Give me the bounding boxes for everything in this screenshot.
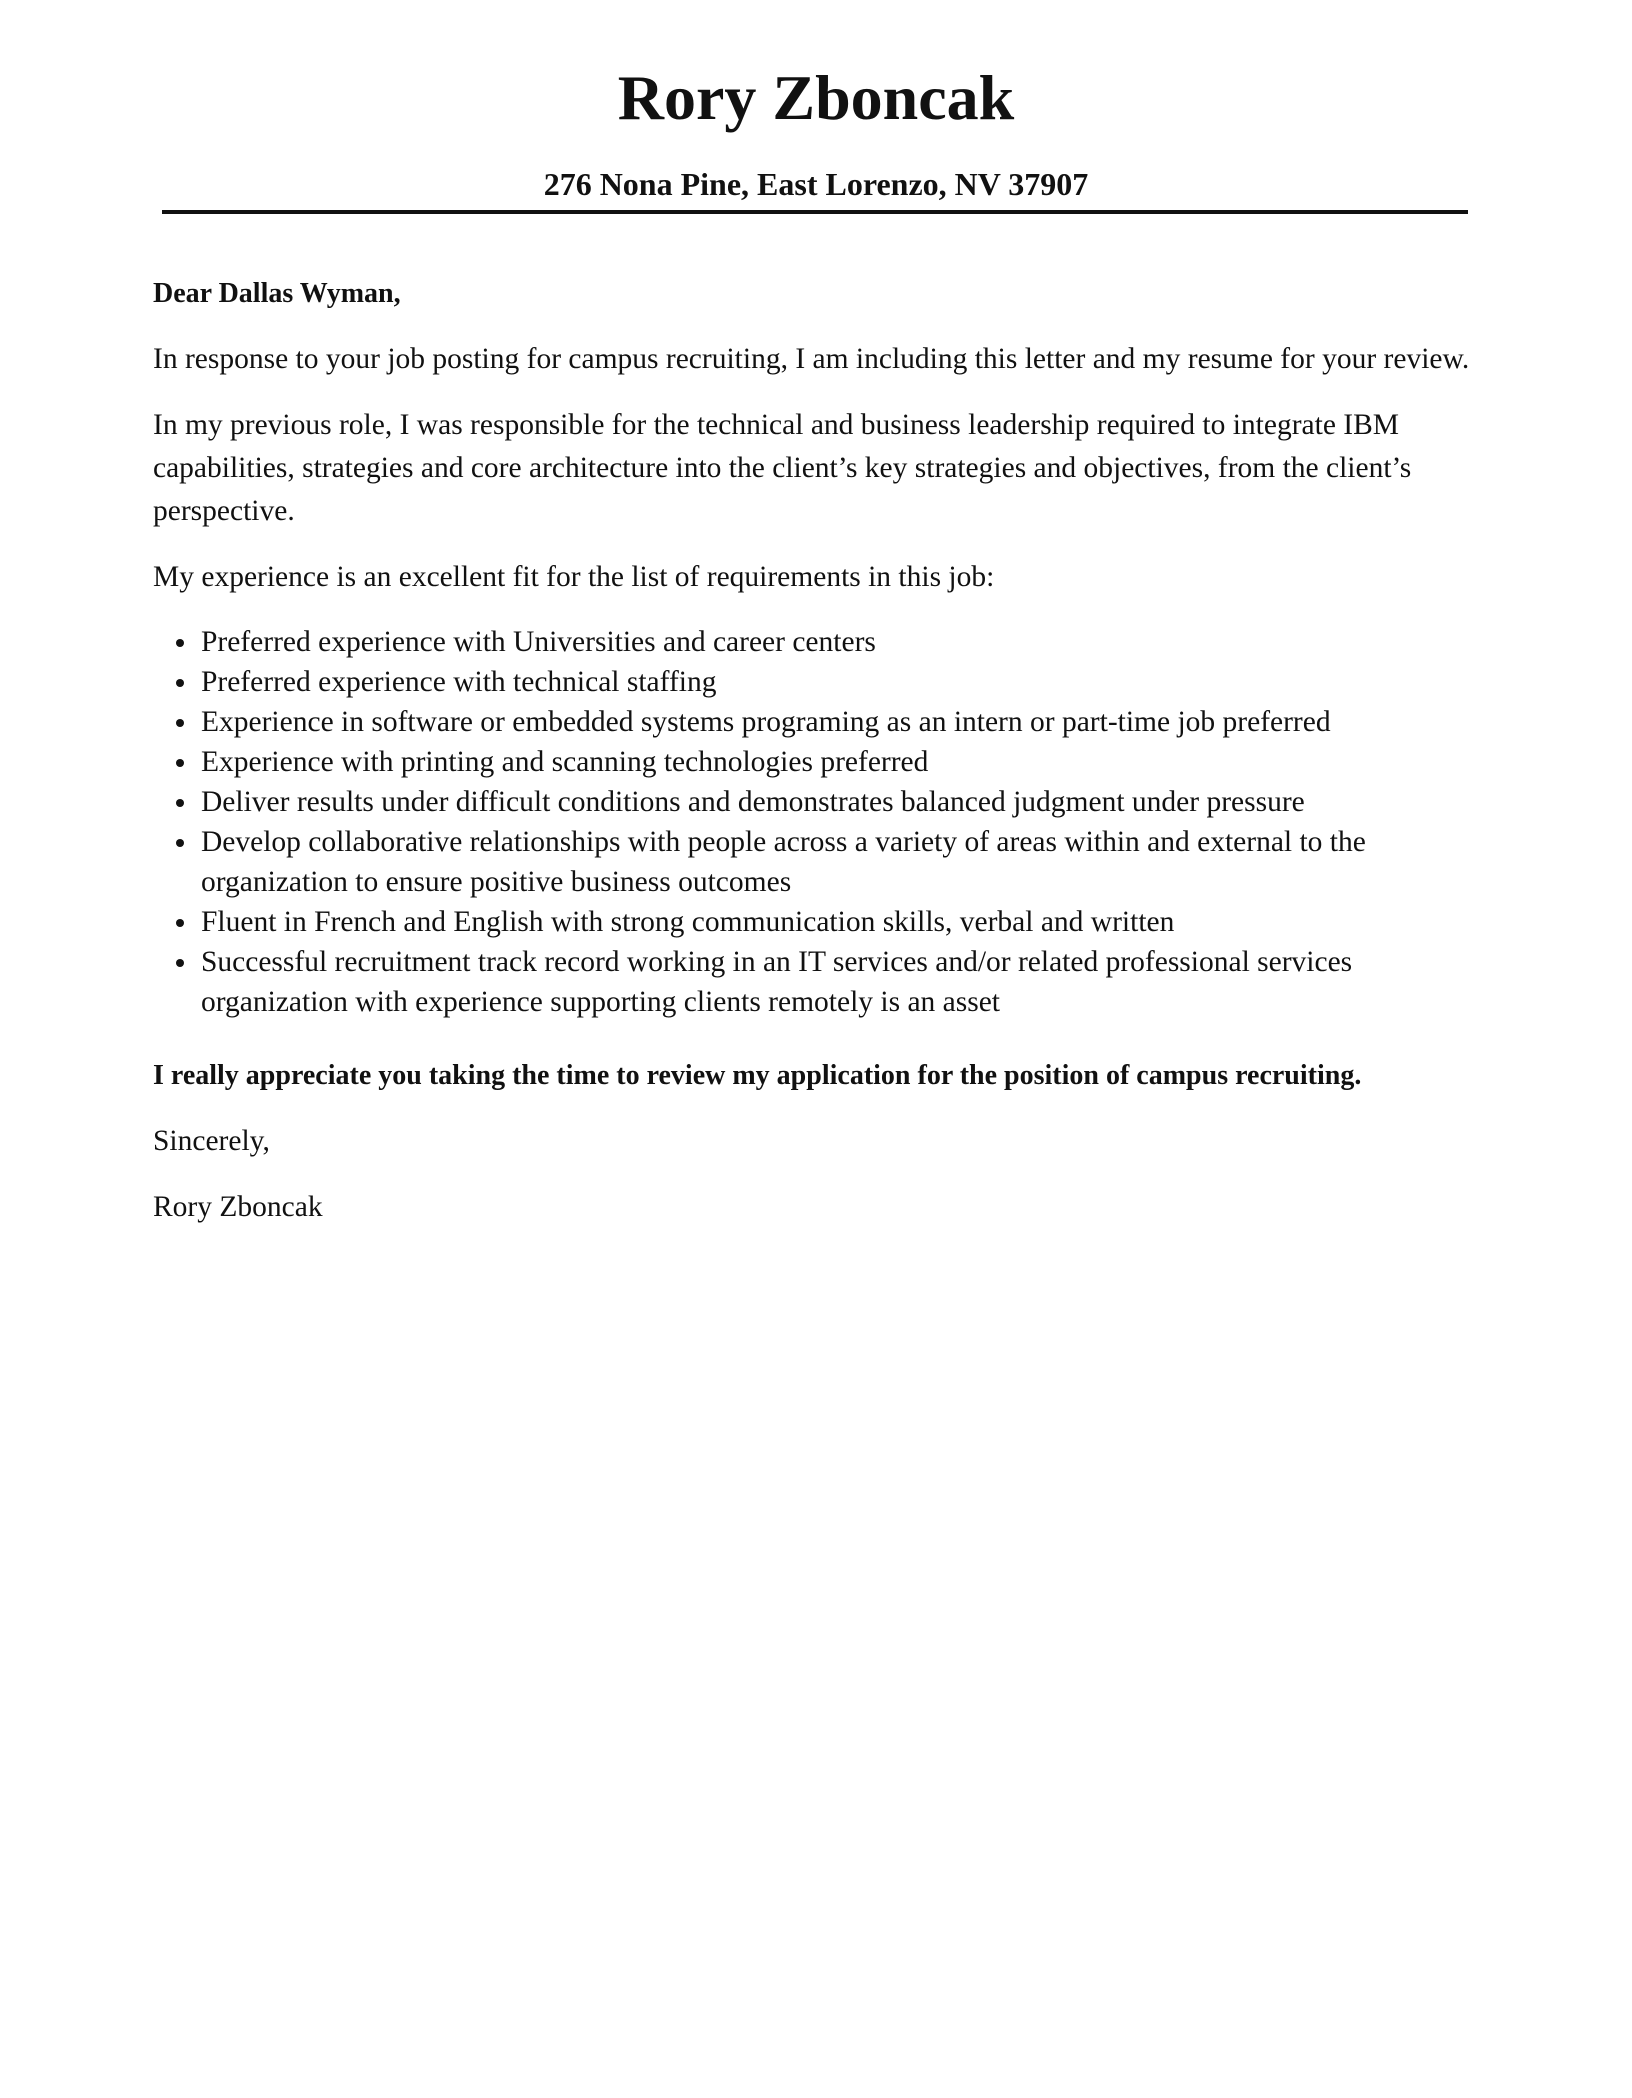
bullet-icon [176,839,184,847]
list-item-text: Develop collaborative relationships with people across a variety of areas within and external to the organization to ensure positive business outcomes [201,826,1366,898]
sender-address: 276 Nona Pine, East Lorenzo, NV 37907 [543,166,1089,202]
paragraph-fit: My experience is an excellent fit for the list of requirements in this job: [153,561,995,593]
sender-name: Rory Zboncak [617,62,1015,133]
list-item [153,822,1483,902]
header-divider [162,210,1468,214]
requirements-list [153,622,1483,1022]
bullet-icon [176,919,184,927]
closing-statement: I really appreciate you taking the time to review my application for the position of campus recruiting. [153,1060,1362,1091]
list-item [153,902,1483,942]
list-item [153,622,1483,662]
list-item-text: Experience in software or embedded systems programing as an intern or part-time job preferred [201,706,1331,738]
bullet-icon [176,679,184,687]
list-item-text: Experience with printing and scanning technologies preferred [201,746,929,778]
bullet-icon [176,719,184,727]
list-item [153,782,1483,822]
bullet-icon [176,759,184,767]
letter-body [153,272,1483,1252]
bullet-icon [176,959,184,967]
salutation: Dear Dallas Wyman, [153,278,401,309]
list-item-text: Successful recruitment track record working in an IT services and/or related professional services organization with experience supporting clients remotely is an asset [201,946,1353,1018]
list-item-text: Preferred experience with technical staffing [201,666,717,698]
paragraph-previous-role: In my previous role, I was responsible for the technical and business leadership required to integrate IBM capabilities, strategies and core architecture into the client’s key strategies and objectives, from the client’s perspective. [153,409,1412,527]
bullet-icon [176,799,184,807]
bullet-icon [176,639,184,647]
signoff: Sincerely, [153,1125,270,1157]
list-item [153,742,1483,782]
list-item [153,702,1483,742]
list-item [153,942,1483,1022]
paragraph-intro: In response to your job posting for campus recruiting, I am including this letter and my resume for your review. [153,343,1470,375]
list-item [153,662,1483,702]
list-item-text: Deliver results under difficult conditions and demonstrates balanced judgment under pressure [201,786,1305,818]
list-item-text: Preferred experience with Universities and career centers [201,626,876,658]
list-item-text: Fluent in French and English with strong communication skills, verbal and written [201,906,1175,938]
signature: Rory Zboncak [153,1191,323,1223]
